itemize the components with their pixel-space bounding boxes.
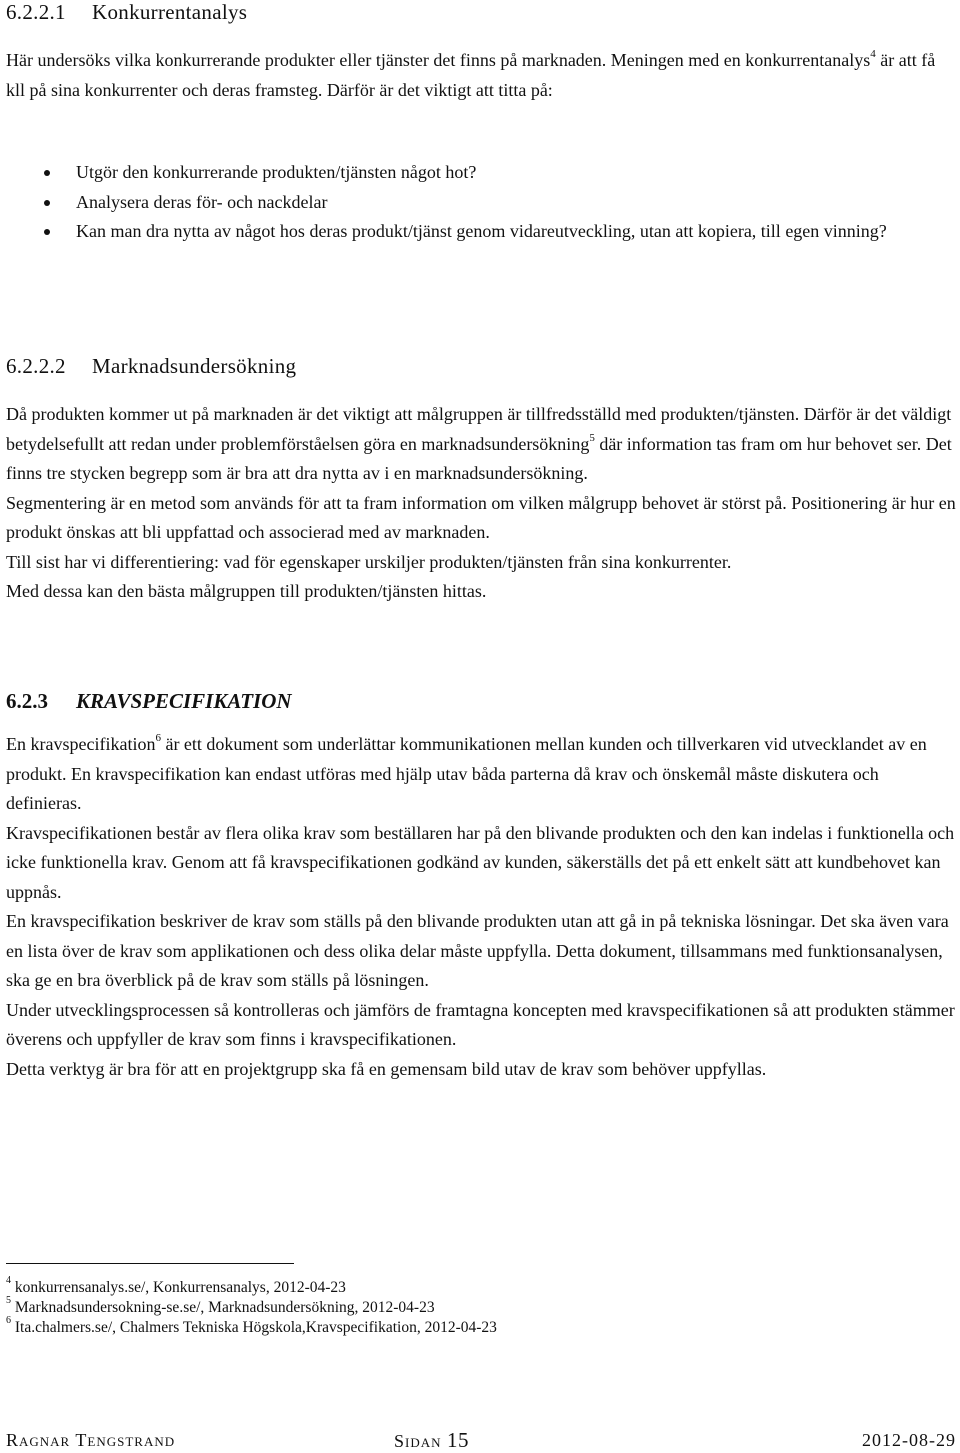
footnotes xyxy=(6,1274,497,1338)
footnote xyxy=(6,1314,497,1338)
text-span: Här undersöks vilka konkurrerande produkter eller tjänster det finns på marknaden. Meningen med en konkurrentanalys xyxy=(6,50,871,70)
list-item xyxy=(0,188,955,218)
footnote-number: 6 xyxy=(6,1314,11,1326)
bullet-icon xyxy=(44,170,50,176)
list-item xyxy=(0,158,955,188)
heading-title: Konkurrentanalys xyxy=(92,0,248,24)
section-marknadsundersokning-body xyxy=(6,400,956,607)
heading-konkurrentanalys xyxy=(6,0,247,24)
footnote-number: 5 xyxy=(6,1294,11,1306)
paragraph: Med dessa kan den bästa målgruppen till produkten/tjänsten hittas. xyxy=(6,581,487,601)
footer-page-label: Sidan xyxy=(394,1431,442,1451)
paragraph xyxy=(6,730,956,819)
heading-kravspecifikation xyxy=(6,688,292,714)
footnote-text: konkurrensanalys.se/, Konkurrensanalys, 2012-04-23 xyxy=(14,1279,346,1296)
footnote xyxy=(6,1294,497,1318)
footnote-text: Ita.chalmers.se/, Chalmers Tekniska Högskola,Kravspecifikation, 2012-04-23 xyxy=(14,1319,497,1336)
bullet-icon xyxy=(44,200,50,206)
footer-page-number: 15 xyxy=(447,1428,470,1452)
list-item-text: Kan man dra nytta av något hos deras produkt/tjänst genom vidareutveckling, utan att kopiera, till egen vinning? xyxy=(76,221,887,241)
list-item xyxy=(0,217,955,247)
heading-number: 6.2.2.1 xyxy=(6,0,66,24)
heading-number: 6.2.2.2 xyxy=(6,354,66,378)
heading-number: 6.2.3 xyxy=(6,689,48,713)
footnote-ref: 4 xyxy=(870,48,876,60)
list-item-text: Analysera deras för- och nackdelar xyxy=(76,191,328,212)
footnote xyxy=(6,1274,497,1298)
text-span: Då produkten kommer ut på marknaden är det viktigt att målgruppen är tillfredsställd med produkten/tjänsten. Därför är det väldigt betydelsefullt att redan under problemförståelsen göra en marknadsundersökning xyxy=(6,404,952,454)
footnote-divider xyxy=(6,1263,294,1264)
text-span: är att få kll på sina konkurrenter och deras framsteg. Därför är det viktigt att titta på: xyxy=(6,50,936,100)
paragraph: Under utvecklingsprocessen så kontrolleras och jämförs de framtagna koncepten med kravspecifikationen så att produkten stämmer överens och uppfyller de krav som finns i kravspecifikationen. xyxy=(6,999,955,1049)
footer-author: Ragnar Tengstrand xyxy=(6,1430,176,1450)
paragraph-konkurrentanalys-intro xyxy=(6,46,956,105)
bullet-icon xyxy=(44,229,50,235)
section-kravspecifikation-body xyxy=(6,730,956,1084)
paragraph: En kravspecifikation beskriver de krav som ställs på den blivande produkten utan att gå in på tekniska lösningar. Det ska även vara en lista över de krav som applikationen och dess olika delar måste uppfylla. Detta dokument, tillsammans med funktionsanalysen, ska ge en bra överblick på de krav som ställs på lösningen. xyxy=(6,911,949,990)
paragraph xyxy=(6,400,956,489)
text-span: där information tas fram om hur behovet ser. Det finns tre stycken begrepp som är bra att dra nytta av i en marknadsundersökning. xyxy=(6,433,952,483)
heading-title: Marknadsundersökning xyxy=(92,354,297,378)
paragraph: Segmentering är en metod som används för att ta fram information om vilken målgrupp behovet är störst på. Positionering är hur en produkt önskas att bli uppfattad och associerad med av marknaden. xyxy=(6,492,956,542)
footnote-text: Marknadsundersokning-se.se/, Marknadsundersökning, 2012-04-23 xyxy=(14,1299,435,1316)
footer-date: 2012-08-29 xyxy=(862,1430,956,1450)
heading-title: KRAVSPECIFIKATION xyxy=(76,689,292,713)
text-span: En kravspecifikation xyxy=(6,734,156,754)
list-item-text: Utgör den konkurrerande produkten/tjänsten något hot? xyxy=(76,162,477,182)
footnote-number: 4 xyxy=(6,1274,11,1286)
footer-page xyxy=(394,1428,469,1453)
text-span: är ett dokument som underlättar kommunikationen mellan kunden och tillverkaren vid utvecklandet av en produkt. En kravspecifikation kan endast utföras med hjälp utav båda parterna då krav och önskemål måste diskutera och definieras. xyxy=(6,734,927,813)
paragraph: Kravspecifikationen består av flera olika krav som beställaren har på den blivande produkten och den kan indelas i funktionella och icke funktionella krav. Genom att få kravspecifikationen godkänd av kunden, säkerställs det på ett enkelt sätt att kundbehovet kan uppnås. xyxy=(6,822,955,902)
paragraph: Till sist har vi differentiering: vad för egenskaper urskiljer produkten/tjänsten från sina konkurrenter. xyxy=(6,551,732,572)
heading-marknadsundersokning xyxy=(6,354,296,378)
footnote-ref: 5 xyxy=(589,431,595,444)
paragraph: Detta verktyg är bra för att en projektgrupp ska få en gemensam bild utav de krav som behöver uppfyllas. xyxy=(6,1058,767,1079)
footnote-ref: 6 xyxy=(155,732,161,744)
bullet-list xyxy=(0,158,955,247)
